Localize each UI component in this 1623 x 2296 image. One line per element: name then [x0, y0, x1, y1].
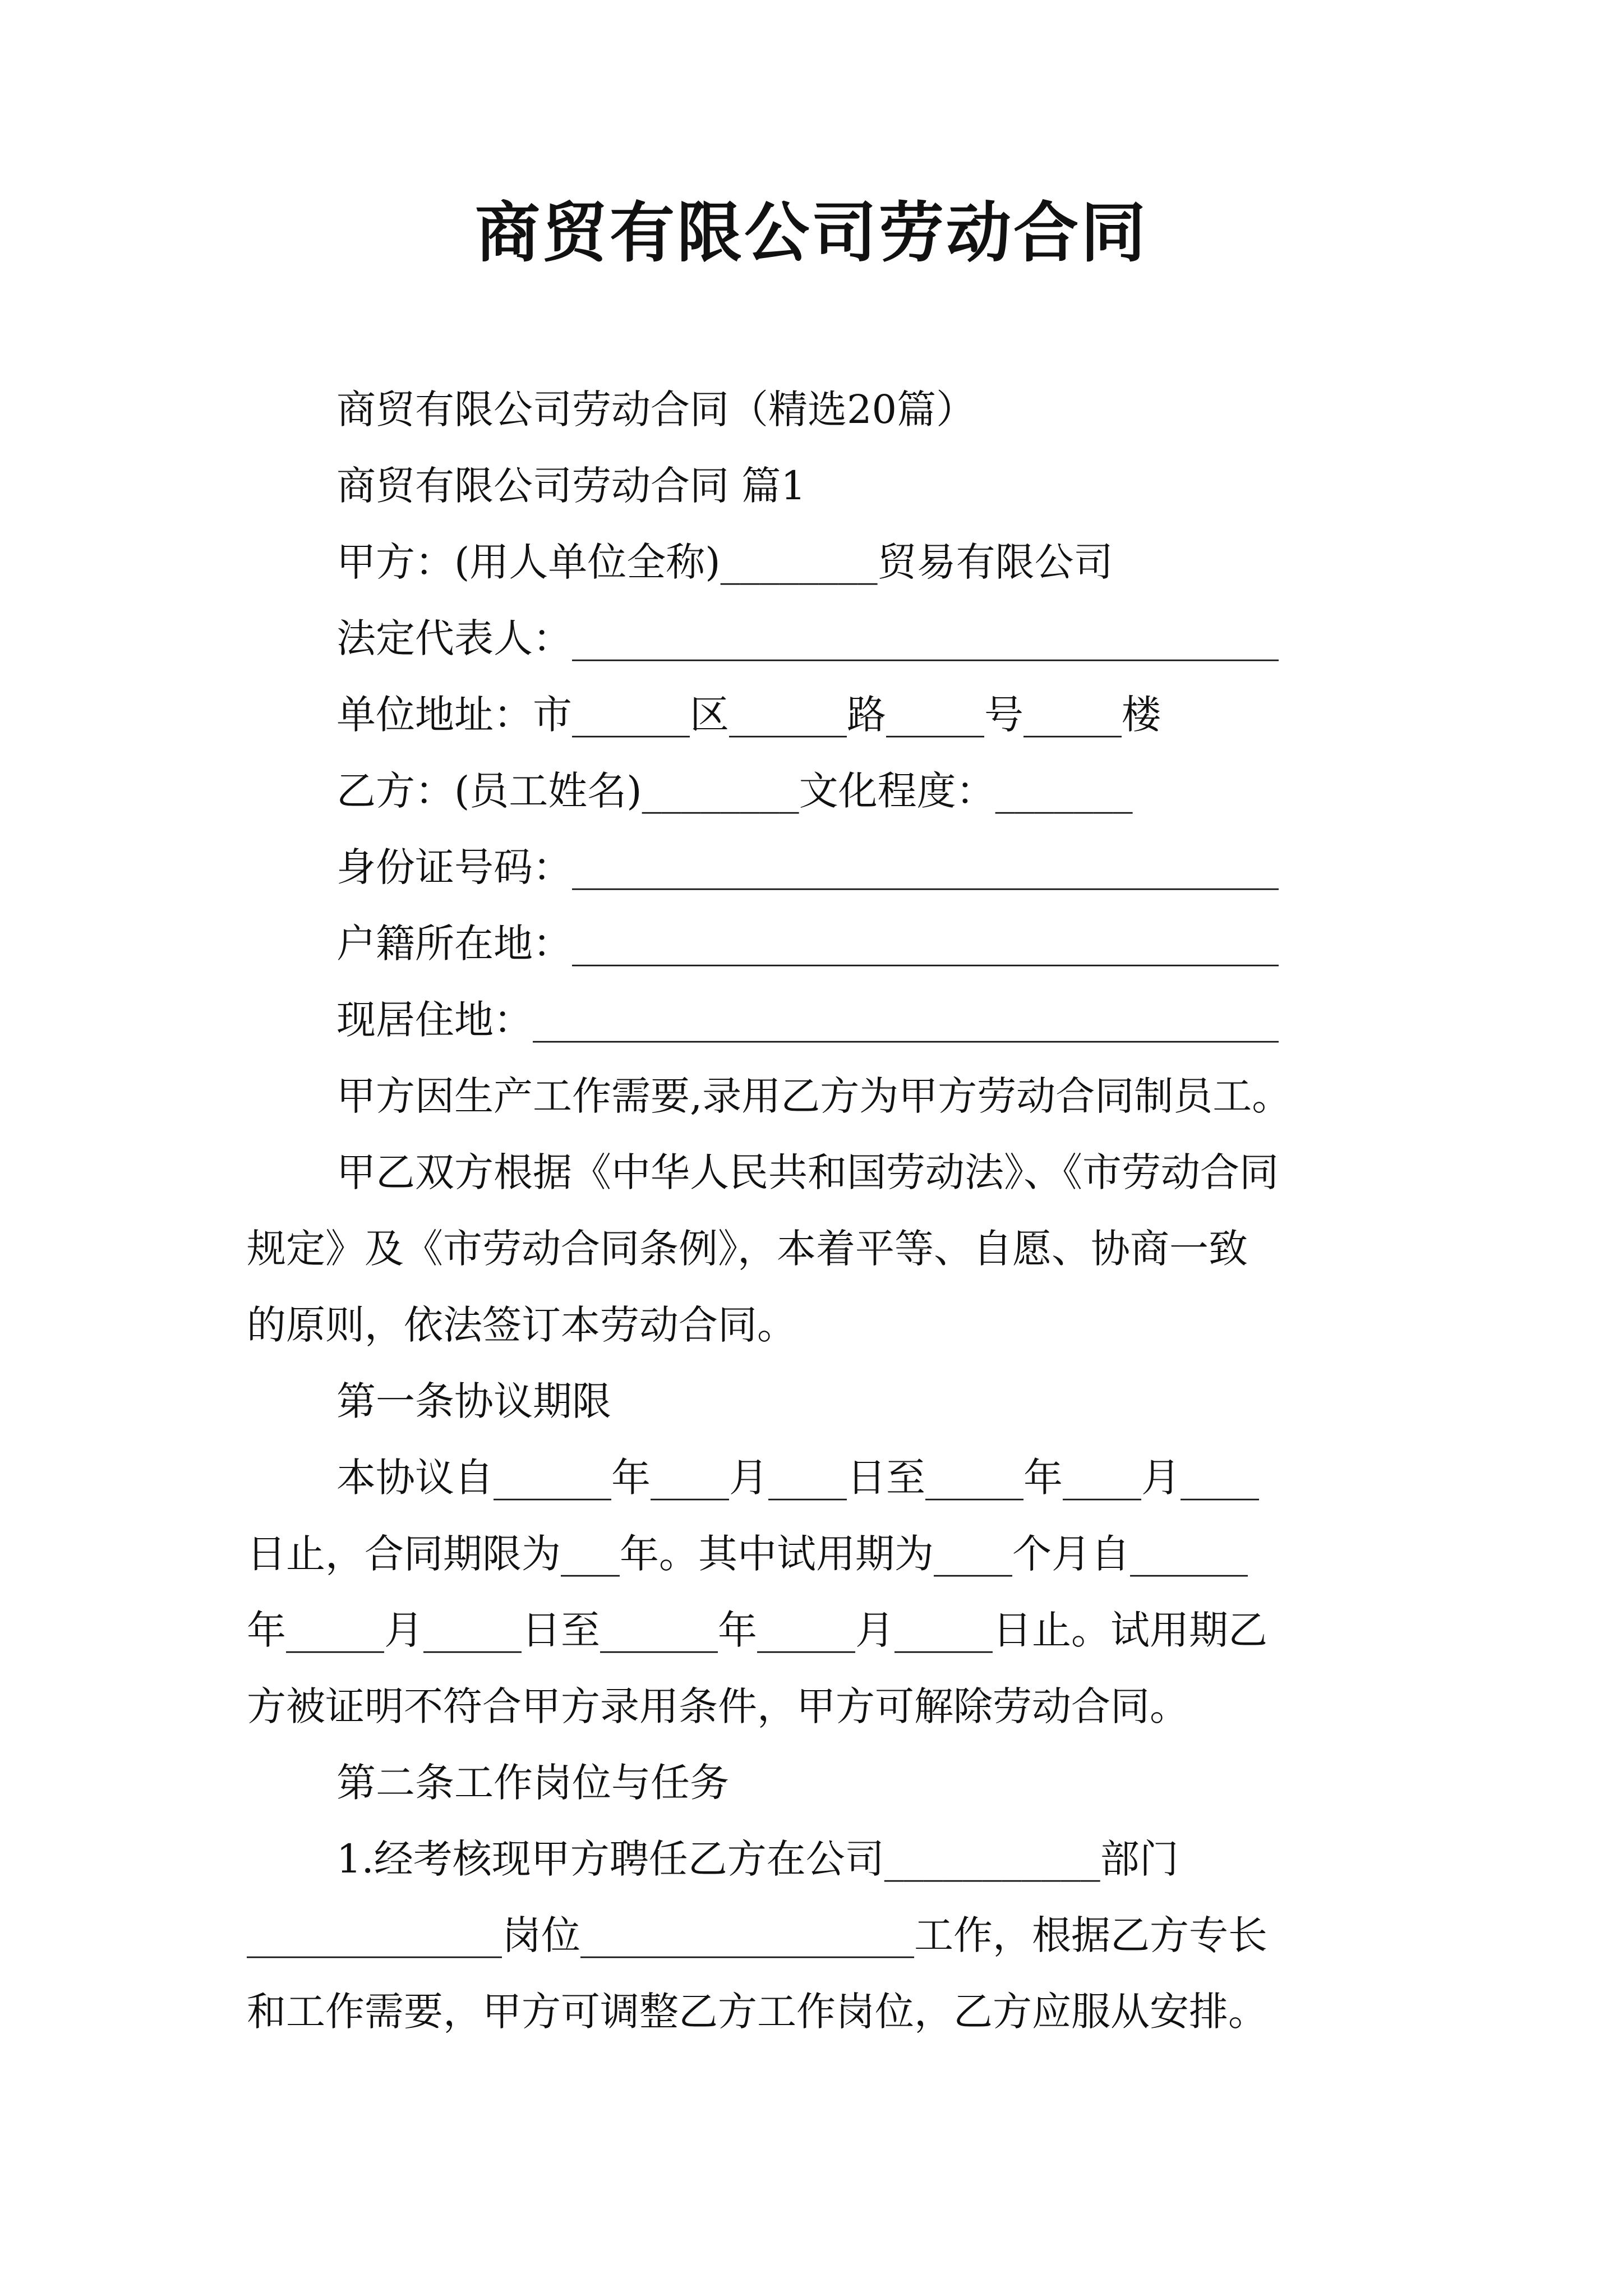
article-1-line-4: 方被证明不符合甲方录用条件，甲方可解除劳动合同。 [247, 1683, 1189, 1729]
article-1-line-2: 日止，合同期限为___年。其中试用期为____个月自______ [247, 1531, 1248, 1577]
party-a-line: 甲方：(用人单位全称)________贸易有限公司 [336, 539, 1113, 585]
article-1-line-3: 年_____月_____日至______年_____月_____日止。试用期乙 [247, 1607, 1267, 1653]
company-address-line: 单位地址：市______区______路_____号_____楼 [336, 692, 1161, 738]
paragraph-basis-line-1: 甲乙双方根据《中华人民共和国劳动法》、《市劳动合同 [336, 1149, 1279, 1195]
article-1-line-1: 本协议自______年____月____日至_____年____月____ [336, 1455, 1259, 1501]
article-2-line-1: 1.经考核现甲方聘任乙方在公司___________部门 [336, 1836, 1179, 1882]
article-2-heading: 第二条工作岗位与任务 [336, 1760, 729, 1806]
paragraph-basis-line-3: 的原则，依法签订本劳动合同。 [247, 1302, 796, 1348]
paragraph-basis-line-2: 规定》及《市劳动合同条例》，本着平等、自愿、协商一致 [247, 1226, 1248, 1272]
paragraph-employment: 甲方因生产工作需要,录用乙方为甲方劳动合同制员工。 [336, 1073, 1292, 1119]
subtitle-collection: 商贸有限公司劳动合同（精选20篇） [336, 386, 976, 432]
party-b-line: 乙方：(员工姓名)________文化程度：_______ [336, 768, 1133, 814]
household-registration-line: 户籍所在地：____________________________________ [336, 921, 1279, 967]
article-2-line-3: 和工作需要，甲方可调整乙方工作岗位，乙方应服从安排。 [247, 1989, 1267, 2035]
subtitle-part-1: 商贸有限公司劳动合同 篇1 [336, 463, 806, 509]
document-title: 商贸有限公司劳动合同 [475, 195, 1148, 271]
current-residence-line: 现居住地：______________________________________ [336, 997, 1279, 1043]
legal-representative-line: 法定代表人：____________________________________ [336, 615, 1279, 661]
article-1-heading: 第一条协议期限 [336, 1378, 611, 1424]
article-2-line-2: _____________岗位_________________工作，根据乙方专长 [247, 1912, 1267, 1958]
id-number-line: 身份证号码：____________________________________ [336, 844, 1279, 890]
